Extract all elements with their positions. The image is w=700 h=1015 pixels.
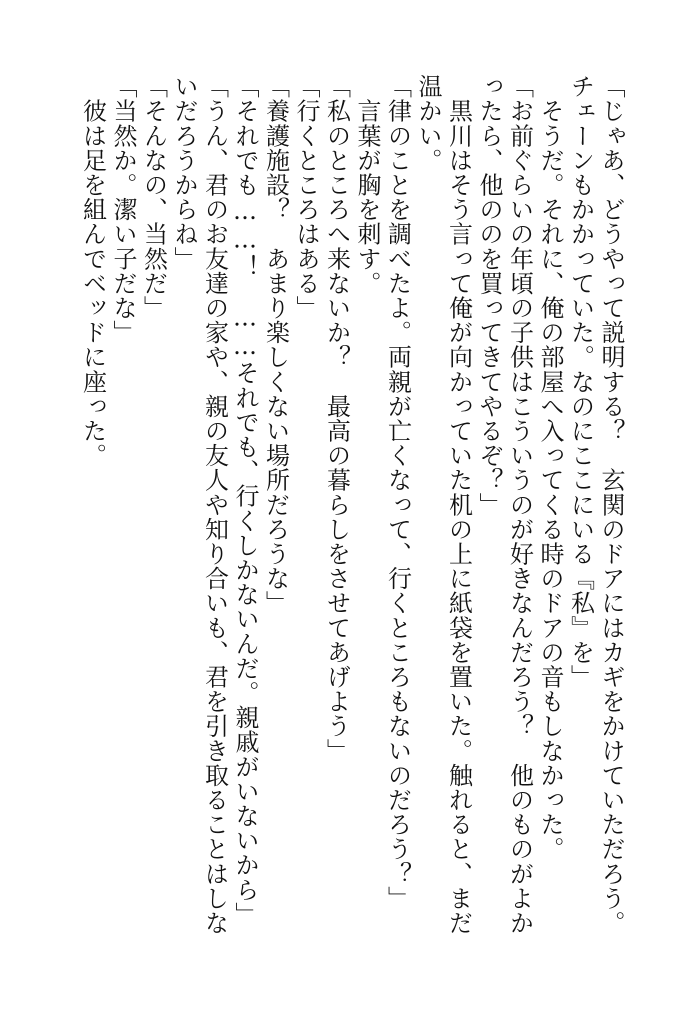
paragraph: 「お前ぐらいの年頃の子供はこういうのが好きなんだろう？ 他のものがよかったら、他ののを買ってきてやるぞ？」 <box>475 74 534 935</box>
paragraph: 「行くところはある」 <box>292 74 320 320</box>
paragraph: 「うん、君のお友達の家や、親の友人や知り合いも、君を引き取ることはしないだろうからね」 <box>170 74 229 935</box>
paragraph: 「そんなの、当然だ」 <box>139 74 168 320</box>
paragraph: 「私のところへ来ないか？ 最高の暮らしをさせてあげよう」 <box>322 74 351 763</box>
paragraph: 「養護施設？ あまり楽しくない場所だろうな」 <box>261 74 290 616</box>
paragraph: 「当然か。潔い子だな」 <box>109 74 137 345</box>
paragraph: 言葉が胸を刺す。 <box>353 74 381 296</box>
paragraph: 「それでも……！ ……それでも、行くしかないんだ。親戚がいないから」 <box>231 74 259 927</box>
paragraph: 「じゃあ、どうやって説明する？ 玄関のドアにはカギをかけていただろう。チェーンもかかっていた。なのにここにいる『私』を」 <box>566 74 625 935</box>
paragraph: そうだ。それに、俺の部屋へ入ってくる時のドアの音もしなかった。 <box>536 74 564 862</box>
vertical-text-body <box>77 74 626 954</box>
paragraph: 「律のことを調べたよ。両親が亡くなって、行くところもないのだろう？」 <box>383 74 412 911</box>
paragraph: 黒川はそう言って俺が向かっていた机の上に紙袋を置いた。触れると、まだ温かい。 <box>414 74 473 935</box>
paragraph: 彼は足を組んでベッドに座った。 <box>78 74 107 468</box>
